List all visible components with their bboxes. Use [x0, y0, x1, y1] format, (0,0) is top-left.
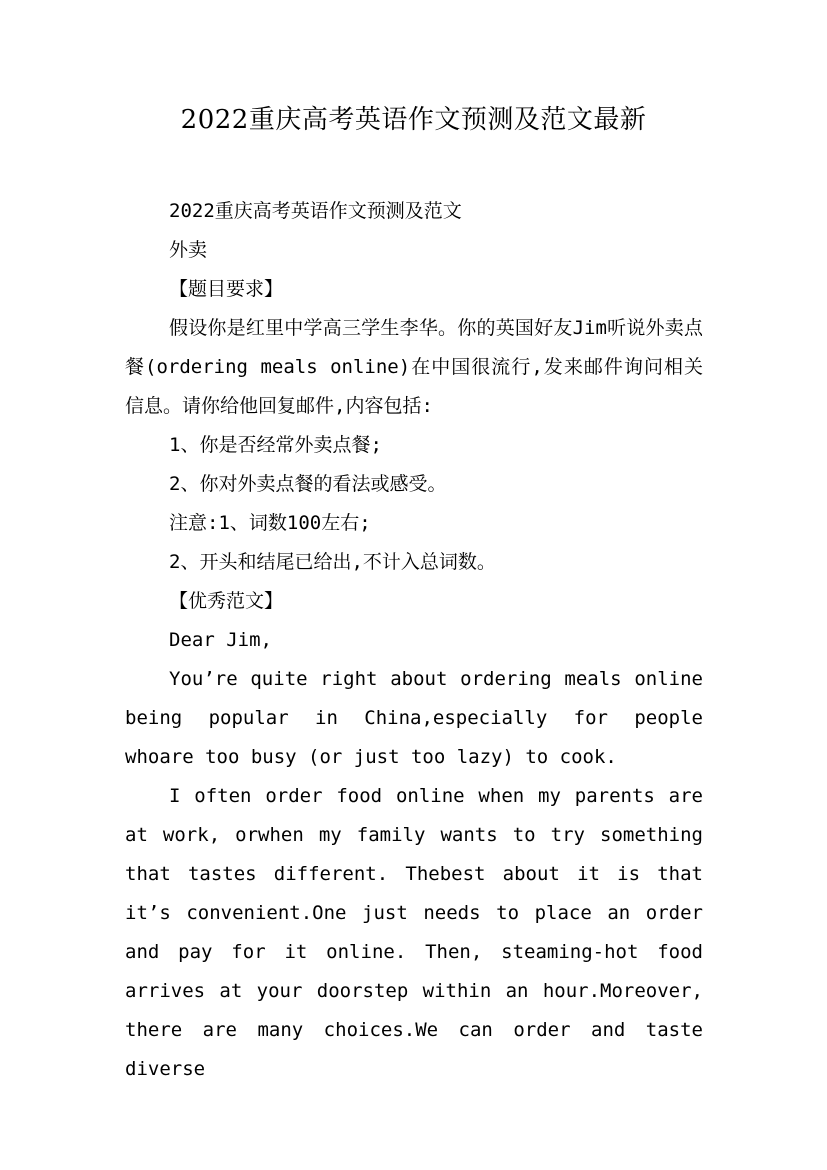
requirement-item-1: 1、你是否经常外卖点餐;: [169, 434, 382, 456]
requirements-heading: 【题目要求】: [169, 278, 284, 300]
essay-salutation: Dear Jim,: [169, 629, 272, 651]
subtitle-paragraph: 2022重庆高考英语作文预测及范文: [169, 200, 462, 222]
essay-paragraph-1: You’re quite right about ordering meals online being popular in China,especially for people whoare too busy (or just too lazy) to cook.: [125, 668, 703, 768]
note-item-2: 2、开头和结尾已给出,不计入总词数。: [169, 551, 496, 573]
prompt-paragraph: 假设你是红里中学高三学生李华。你的英国好友Jim听说外卖点餐(ordering meals online)在中国很流行,发来邮件询问相关信息。请你给他回复邮件,内容包括:: [125, 317, 703, 417]
essay-paragraph-2: I often order food online when my parents are at work, orwhen my family wants to try something that tastes different. Thebest about it is that it’s convenient.One just needs to place an order and pay for it online. Then, steaming-hot food arrives at your doorstep within an hour.Moreover, there are many choices.We can order and taste diverse: [125, 785, 703, 1080]
document-title: 2022重庆高考英语作文预测及范文最新: [180, 105, 647, 135]
document-body: [125, 192, 703, 1089]
sample-essay-heading: 【优秀范文】: [169, 590, 284, 612]
topic-paragraph: 外卖: [169, 239, 208, 261]
requirement-item-2: 2、你对外卖点餐的看法或感受。: [169, 473, 447, 495]
note-item-1: 注意:1、词数100左右;: [169, 512, 371, 534]
